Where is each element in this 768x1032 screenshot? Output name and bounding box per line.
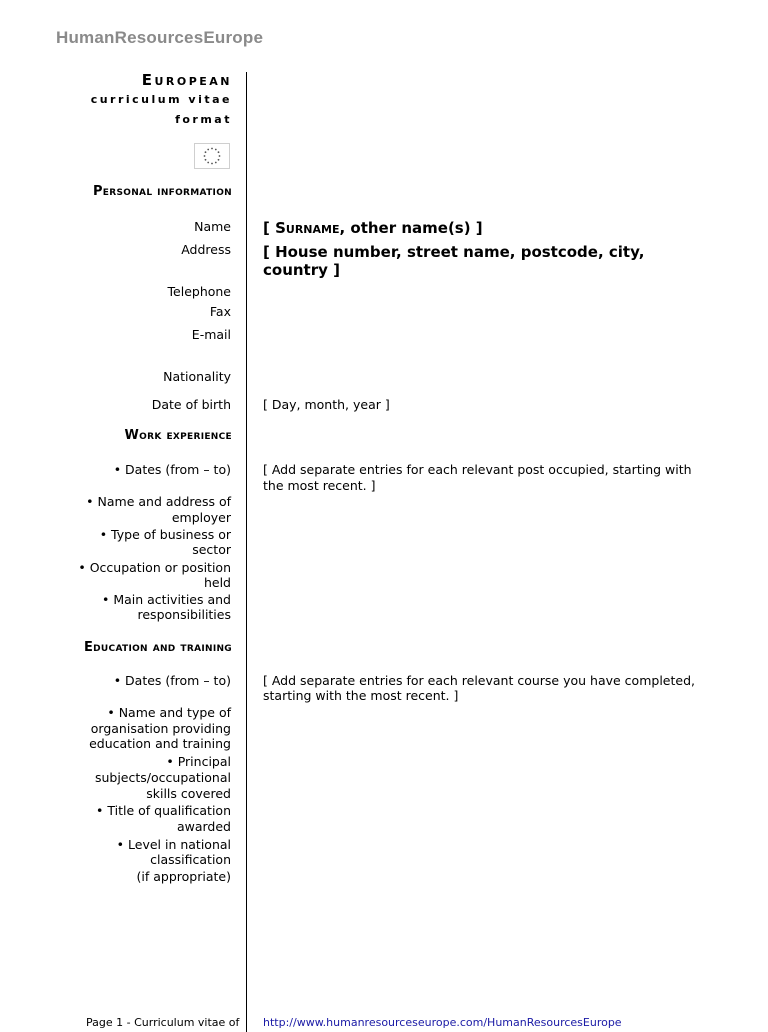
work-experience-heading: Work experience	[124, 428, 232, 443]
date-of-birth-value: [ Day, month, year ]	[263, 397, 390, 412]
eu-flag-icon	[194, 143, 230, 169]
organisation-label-line-2: organisation providing	[90, 721, 231, 736]
education-note-line-2: starting with the most recent. ]	[263, 688, 459, 703]
occupation-label-line-2: held	[203, 575, 231, 590]
occupation-label-line-1: • Occupation or position	[78, 560, 231, 575]
work-dates-label: • Dates (from – to)	[113, 462, 231, 477]
column-divider	[246, 72, 247, 1032]
footer-page-info: Page 1 - Curriculum vitae of	[86, 1016, 240, 1029]
qualification-label-line-1: • Title of qualification	[96, 803, 231, 818]
address-value-line-2: country ]	[263, 261, 340, 279]
address-label: Address	[181, 242, 231, 257]
address-value-line-1: [ House number, street name, postcode, city,	[263, 243, 645, 261]
cv-title	[91, 70, 232, 130]
fax-label: Fax	[209, 304, 231, 319]
date-of-birth-label: Date of birth	[151, 397, 231, 412]
site-title: HumanResourcesEurope	[56, 28, 264, 47]
subjects-label-line-1: • Principal	[166, 754, 231, 769]
organisation-label-line-1: • Name and type of	[107, 705, 231, 720]
qualification-label-line-2: awarded	[176, 819, 231, 834]
cv-title-line-2: curriculum vitae	[90, 93, 232, 106]
telephone-label: Telephone	[167, 284, 231, 299]
subjects-label-line-3: skills covered	[146, 786, 231, 801]
education-note-line-1: [ Add separate entries for each relevant course you have completed,	[263, 673, 695, 688]
nationality-label: Nationality	[163, 369, 231, 384]
cv-title-line-3: format	[175, 113, 232, 126]
employer-label-line-2: employer	[171, 510, 231, 525]
education-training-heading: Education and training	[83, 640, 232, 655]
education-dates-label: • Dates (from – to)	[113, 673, 231, 688]
work-note-line-2: the most recent. ]	[263, 478, 376, 493]
employer-label-line-1: • Name and address of	[86, 494, 231, 509]
work-note-line-1: [ Add separate entries for each relevant post occupied, starting with	[263, 462, 692, 477]
activities-label-line-2: responsibilities	[137, 607, 231, 622]
email-label: E-mail	[191, 327, 231, 342]
activities-label-line-1: • Main activities and	[101, 592, 231, 607]
organisation-label-line-3: education and training	[89, 736, 231, 751]
business-label-line-1: • Type of business or	[99, 527, 231, 542]
level-label-line-2: classification	[150, 852, 231, 867]
level-label-line-1: • Level in national	[116, 837, 231, 852]
cv-title-line-1: European	[141, 71, 232, 89]
name-label: Name	[194, 219, 231, 234]
footer-link[interactable]: http://www.humanresourceseurope.com/HumanResourcesEurope	[263, 1016, 622, 1029]
personal-information-heading: Personal information	[92, 184, 232, 199]
level-label-line-3: (if appropriate)	[136, 869, 231, 884]
subjects-label-line-2: subjects/occupational	[94, 770, 231, 785]
business-label-line-2: sector	[192, 542, 231, 557]
name-value: [ Surname, other name(s) ]	[263, 219, 483, 237]
